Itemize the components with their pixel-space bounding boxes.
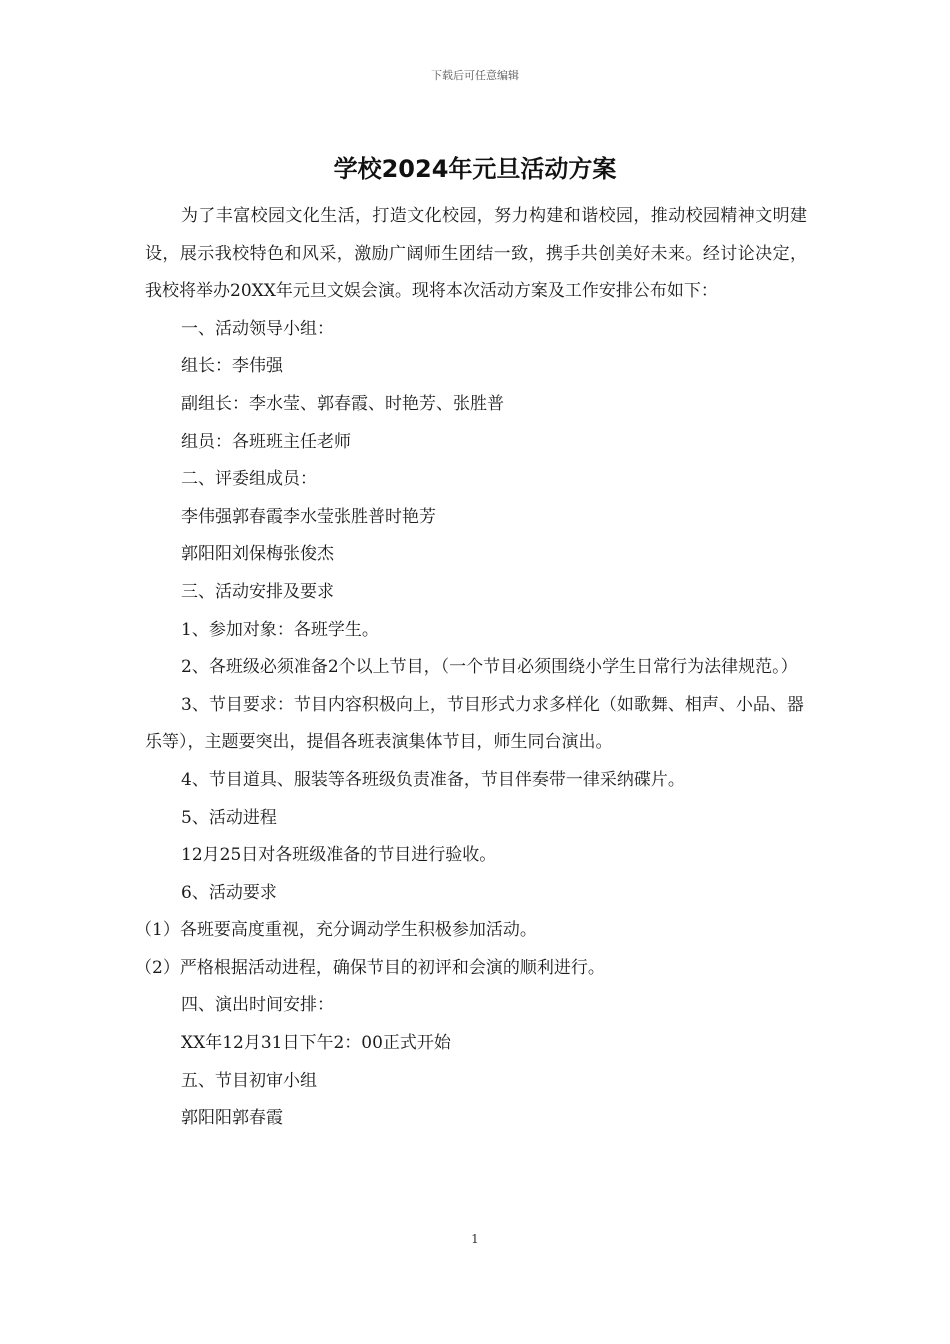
leader-line: 组长：李伟强 (181, 356, 283, 377)
intro-paragraph: 为了丰富校园文化生活，打造文化校园，努力构建和谐校园，推动校园精神文明建设，展示我校特色和风采，激励广阔师生团结一致，携手共创美好未来。经讨论决定，我校将举办20XX年元旦文娱会演。现将本次活动方案及工作安排公布如下： (145, 206, 807, 302)
section-heading-leadership: 一、活动领导小组： (181, 318, 334, 339)
item-activity-requirements: 6、活动要求 (181, 882, 277, 903)
item-program-requirements: 3、节目要求：节目内容积极向上，节目形式力求多样化（如歌舞、相声、小品、器乐等），主题要突出，提倡各班表演集体节目，师生同台演出。 (145, 694, 804, 753)
schedule-line: 12月25日对各班级准备的节目进行验收。 (181, 845, 497, 866)
performance-time-line: XX年12月31日下午2：00正式开始 (181, 1033, 451, 1054)
item-program-count: 2、各班级必须准备2个以上节目，（一个节目必须围绕小学生日常行为法律规范。） (181, 657, 798, 678)
item-props-costumes: 4、节目道具、服装等各班级负责准备，节目伴奏带一律采纳碟片。 (181, 769, 685, 790)
section-heading-judges: 二、评委组成员： (181, 469, 317, 490)
judges-line-1: 李伟强郭春霞李水莹张胜普时艳芳 (181, 506, 436, 527)
requirement-1: （1）各班要高度重视，充分调动学生积极参加活动。 (135, 920, 537, 941)
item-schedule-heading: 5、活动进程 (181, 807, 277, 828)
section-heading-review-group: 五、节目初审小组 (181, 1070, 317, 1091)
page-number: 1 (471, 1232, 479, 1246)
document-body (135, 198, 807, 1138)
section-heading-arrangements: 三、活动安排及要求 (181, 581, 334, 602)
deputy-leader-line: 副组长：李水莹、郭春霞、时艳芳、张胜普 (181, 393, 504, 414)
review-group-line: 郭阳阳郭春霞 (181, 1108, 283, 1129)
section-heading-performance-time: 四、演出时间安排： (181, 995, 334, 1016)
document-title: 学校2024年元旦活动方案 (333, 155, 617, 183)
page-header-note: 下载后可任意编辑 (431, 69, 519, 82)
judges-line-2: 郭阳阳刘保梅张俊杰 (181, 544, 334, 565)
item-participants: 1、参加对象：各班学生。 (181, 619, 379, 640)
requirement-2: （2）严格根据活动进程，确保节目的初评和会演的顺利进行。 (135, 957, 605, 978)
members-line: 组员：各班班主任老师 (181, 431, 351, 452)
